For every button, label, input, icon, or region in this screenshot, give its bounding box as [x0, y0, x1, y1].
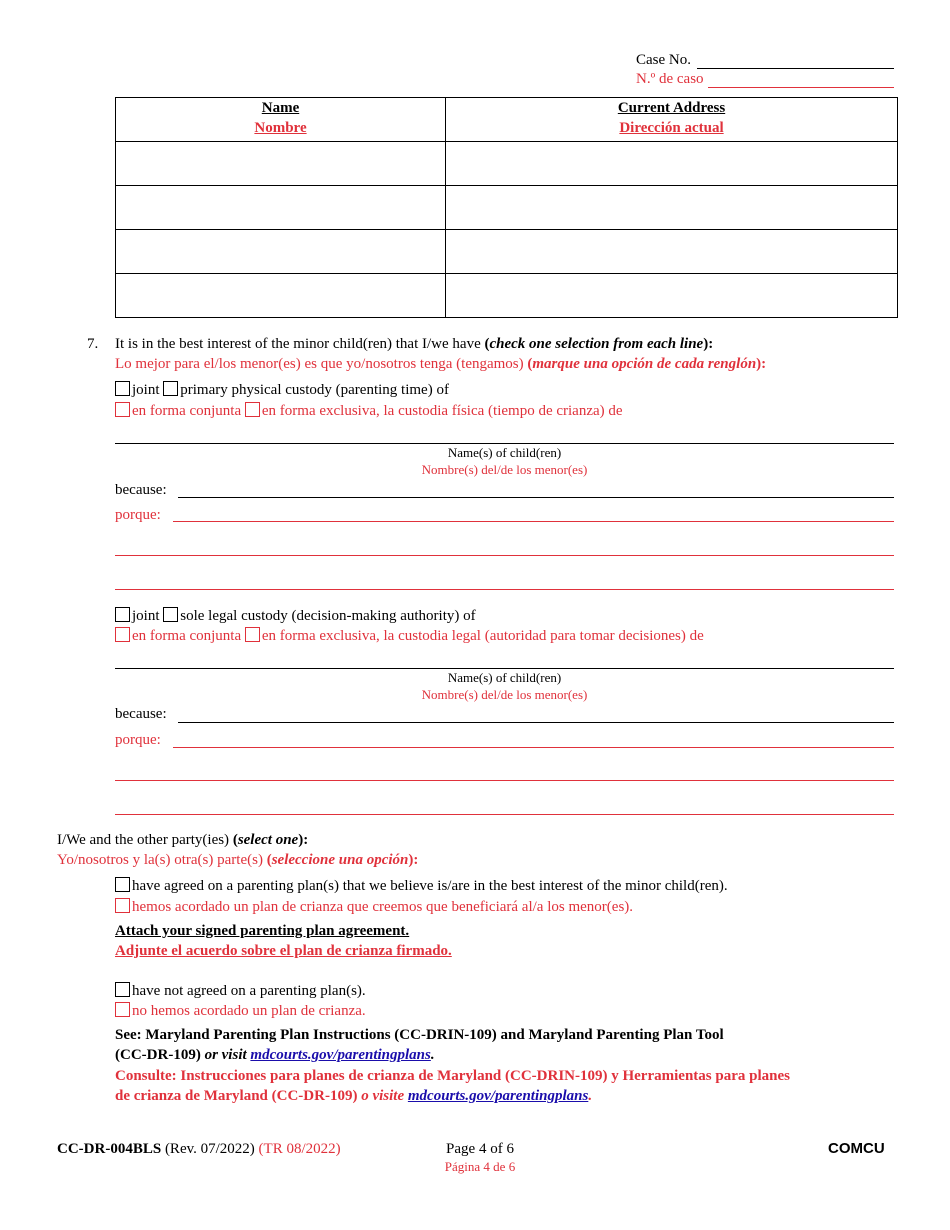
sole-legal-checkbox-es[interactable]: [245, 627, 260, 642]
table-cell-name-1[interactable]: [117, 143, 444, 184]
case-no-label-es: N.º de caso: [636, 71, 704, 87]
legal-children-caption-es: Nombre(s) del/de los menor(es): [421, 687, 588, 702]
table-cell-address-1[interactable]: [447, 143, 896, 184]
physical-because-field-es[interactable]: [173, 521, 894, 522]
agreement-intro-es: Yo/nosotros y la(s) otra(s) parte(s) (seleccione una opción):: [57, 852, 419, 868]
physical-because-label: because:: [115, 482, 167, 498]
sole-legal-checkbox[interactable]: [163, 607, 178, 622]
item7-intro: It is in the best interest of the minor child(ren) that I/we have (check one selection from each line):: [115, 336, 714, 352]
see-reference: See: Maryland Parenting Plan Instructions (CC-DRIN-109) and Maryland Parenting Plan Tool: [115, 1027, 724, 1043]
joint-physical-checkbox[interactable]: [115, 381, 130, 396]
joint-legal-checkbox-es[interactable]: [115, 627, 130, 642]
not-agreed-option-es: no hemos acordado un plan de crianza.: [115, 1002, 366, 1020]
parties-table: [115, 97, 898, 318]
case-no-field-es[interactable]: [708, 87, 894, 88]
physical-custody-line: joint primary physical custody (parenting time) of: [115, 381, 449, 399]
physical-children-caption: Name(s) of child(ren): [447, 445, 562, 460]
attach-instruction: Attach your signed parenting plan agreement.: [115, 923, 410, 939]
agreed-checkbox[interactable]: [115, 877, 130, 892]
legal-custody-line: joint sole legal custody (decision-making authority) of: [115, 607, 476, 625]
physical-because-label-es: porque:: [115, 507, 161, 523]
primary-physical-checkbox[interactable]: [163, 381, 178, 396]
not-agreed-option: have not agreed on a parenting plan(s).: [115, 982, 366, 1000]
parenting-plans-link-es[interactable]: mdcourts.gov/parentingplans: [407, 1088, 589, 1104]
table-cell-name-4[interactable]: [117, 275, 444, 316]
physical-children-caption-es: Nombre(s) del/de los menor(es): [421, 462, 588, 477]
joint-legal-checkbox[interactable]: [115, 607, 130, 622]
table-cell-address-2[interactable]: [447, 187, 896, 228]
not-agreed-checkbox[interactable]: [115, 982, 130, 997]
see-reference-2: (CC-DR-109) or visit mdcourts.gov/parentingplans.: [115, 1047, 435, 1063]
agreed-option-es: hemos acordado un plan de crianza que creemos que beneficiará al/a los menor(es).: [115, 898, 633, 916]
table-cell-name-3[interactable]: [117, 231, 444, 272]
case-no-label: Case No.: [636, 52, 691, 68]
parenting-plans-link[interactable]: mdcourts.gov/parentingplans: [250, 1047, 431, 1063]
physical-custody-line-es: en forma conjunta en forma exclusiva, la custodia física (tiempo de crianza) de: [115, 402, 623, 420]
legal-children-caption: Name(s) of child(ren): [447, 670, 562, 685]
legal-children-names-field[interactable]: [115, 668, 894, 669]
table-header-address: Current Address: [617, 100, 726, 116]
legal-because-line-3[interactable]: [115, 814, 894, 815]
table-header-name: Name: [261, 100, 300, 116]
table-cell-address-4[interactable]: [447, 275, 896, 316]
agreed-checkbox-es[interactable]: [115, 898, 130, 913]
physical-children-names-field[interactable]: [115, 443, 894, 444]
attach-instruction-es: Adjunte el acuerdo sobre el plan de crianza firmado.: [115, 943, 452, 959]
joint-physical-checkbox-es[interactable]: [115, 402, 130, 417]
primary-physical-checkbox-es[interactable]: [245, 402, 260, 417]
not-agreed-checkbox-es[interactable]: [115, 1002, 130, 1017]
case-no-field[interactable]: [697, 68, 894, 69]
footer-code: COMCU: [828, 1140, 885, 1157]
see-reference-es: Consulte: Instrucciones para planes de crianza de Maryland (CC-DRIN-109) y Herramientas para planes: [115, 1068, 790, 1084]
table-header-name-es: Nombre: [254, 120, 307, 136]
legal-because-label-es: porque:: [115, 732, 161, 748]
table-header-address-es: Dirección actual: [619, 120, 724, 136]
agreed-option: have agreed on a parenting plan(s) that we believe is/are in the best interest of the minor child(ren).: [115, 877, 728, 895]
item7-intro-es: Lo mejor para el/los menor(es) es que yo/nosotros tenga (tengamos) (marque una opción de cada renglón):: [115, 356, 767, 372]
footer-page: Page 4 of 6: [446, 1141, 514, 1157]
agreement-intro: I/We and the other party(ies) (select one):: [57, 832, 309, 848]
footer-page-es: Página 4 de 6: [444, 1159, 516, 1174]
legal-because-label: because:: [115, 706, 167, 722]
physical-because-field[interactable]: [178, 497, 894, 498]
legal-because-field[interactable]: [178, 722, 894, 723]
footer-form-id: CC-DR-004BLS (Rev. 07/2022) (TR 08/2022): [57, 1141, 341, 1157]
item-number: 7.: [87, 336, 99, 352]
table-cell-name-2[interactable]: [117, 187, 444, 228]
physical-because-line-3[interactable]: [115, 589, 894, 590]
table-cell-address-3[interactable]: [447, 231, 896, 272]
legal-because-field-es[interactable]: [173, 747, 894, 748]
see-reference-es-2: de crianza de Maryland (CC-DR-109) o visite mdcourts.gov/parentingplans.: [115, 1088, 593, 1104]
physical-because-line-2[interactable]: [115, 555, 894, 556]
legal-because-line-2[interactable]: [115, 780, 894, 781]
legal-custody-line-es: en forma conjunta en forma exclusiva, la custodia legal (autoridad para tomar decisiones) de: [115, 627, 704, 645]
